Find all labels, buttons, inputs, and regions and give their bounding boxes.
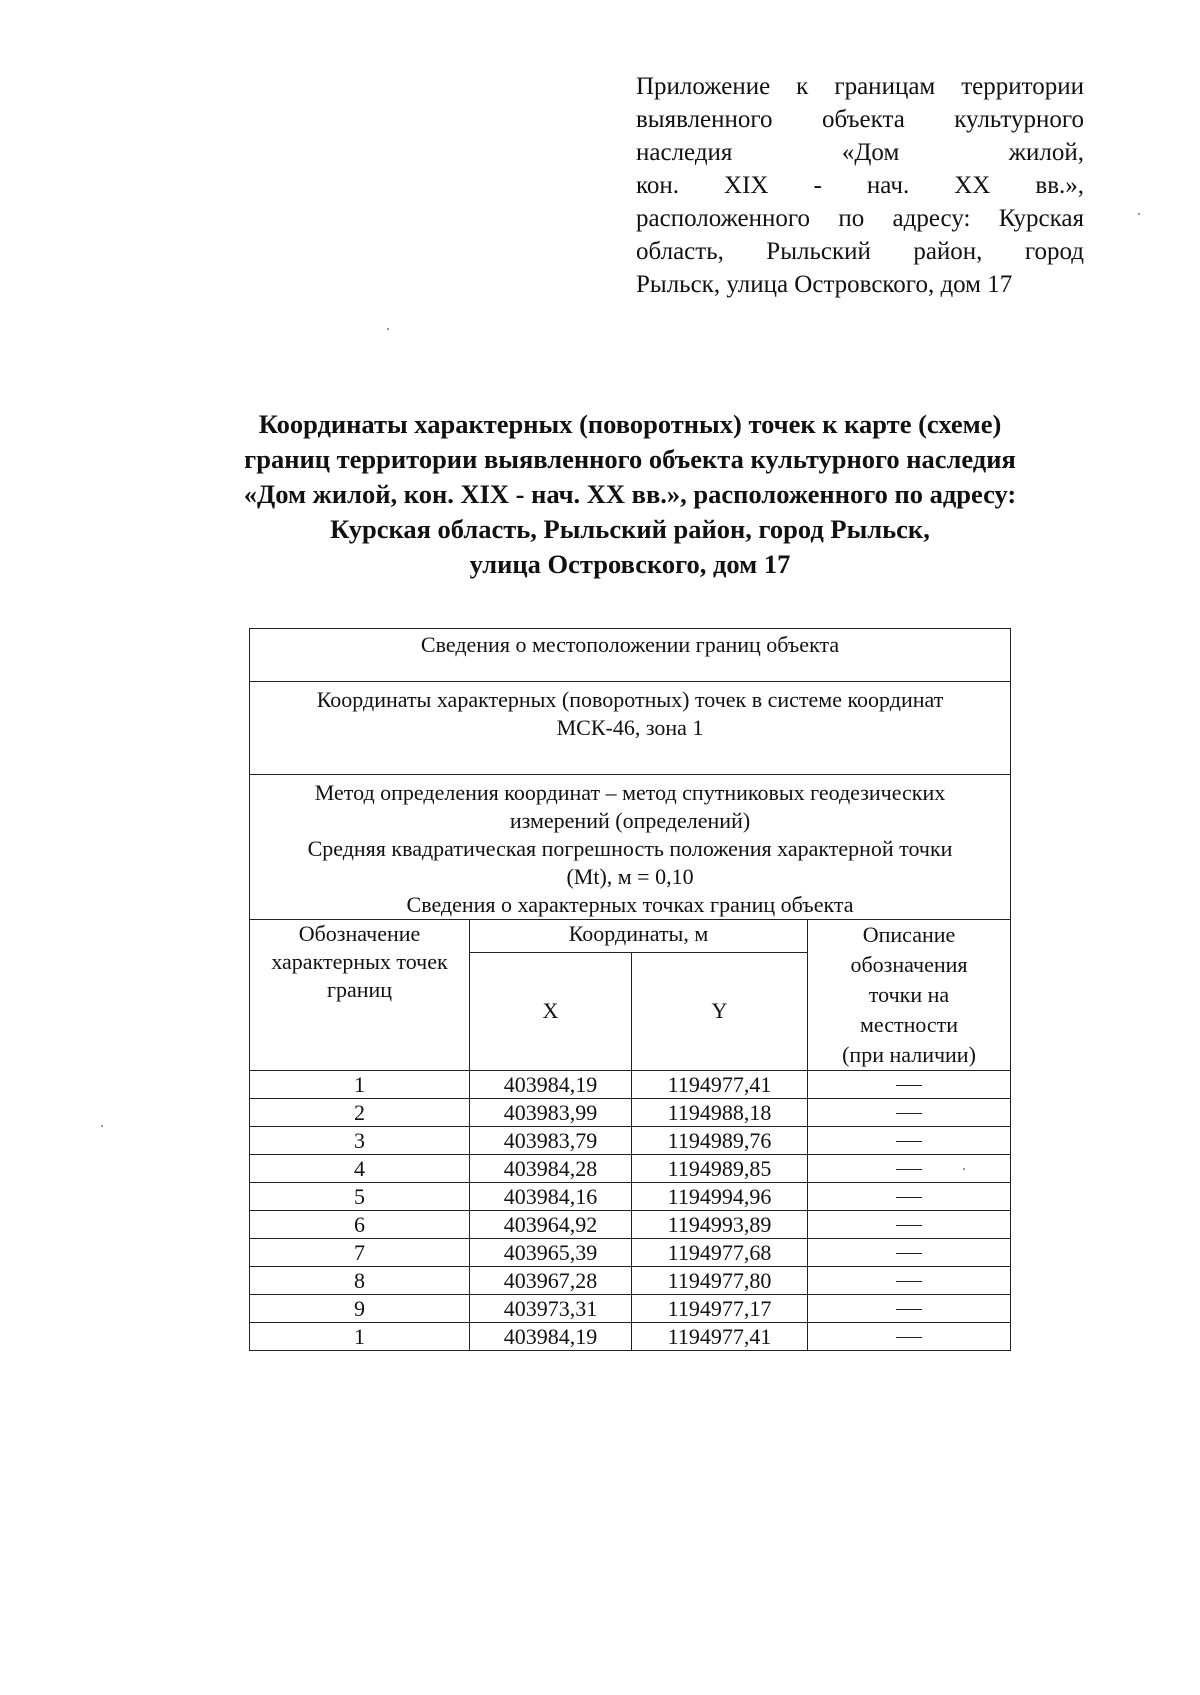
appendix-line: кон. XIX - нач. XX вв.»,: [636, 172, 1084, 199]
y-cell: 1194989,76: [632, 1127, 808, 1155]
point-cell: 8: [250, 1267, 470, 1295]
title-line: «Дом жилой, кон. XIX - нач. XX вв.», расположенного по адресу:: [243, 479, 1017, 509]
description-cell: [808, 1295, 1011, 1323]
table-row: [250, 1099, 1011, 1127]
appendix-note: [636, 70, 1084, 301]
description-cell: [808, 1211, 1011, 1239]
title-line: Курская область, Рыльский район, город Рыльск,: [330, 514, 930, 544]
table-row: [250, 1071, 1011, 1099]
appendix-line: расположенного по адресу: Курская: [636, 205, 1084, 232]
appendix-line: Приложение к границам территории: [636, 73, 1084, 100]
dash-mark: [896, 1197, 922, 1198]
point-cell: 7: [250, 1239, 470, 1267]
x-cell: 403984,19: [470, 1071, 632, 1099]
description-cell: [808, 1155, 1011, 1183]
description-cell: [808, 1099, 1011, 1127]
y-cell: 1194977,68: [632, 1239, 808, 1267]
title-line: Координаты характерных (поворотных) точек к карте (схеме): [258, 409, 1002, 439]
description-cell: [808, 1183, 1011, 1211]
appendix-line: выявленного объекта культурного: [636, 106, 1084, 133]
x-cell: 403983,99: [470, 1099, 632, 1127]
section-text-line: измерений (определений): [509, 808, 751, 833]
dash-mark: [896, 1253, 922, 1254]
header-x: X: [470, 952, 632, 1070]
x-cell: 403965,39: [470, 1239, 632, 1267]
header-coordinates: Координаты, м: [470, 920, 808, 953]
table-row: [250, 1211, 1011, 1239]
description-cell: [808, 1127, 1011, 1155]
point-cell: 2: [250, 1099, 470, 1127]
x-cell: 403967,28: [470, 1267, 632, 1295]
dash-mark: [896, 1141, 922, 1142]
point-cell: 6: [250, 1211, 470, 1239]
x-cell: 403984,19: [470, 1323, 632, 1351]
scan-speck: [101, 1125, 103, 1127]
table-row: [250, 1323, 1011, 1351]
section-boundary-info: Сведения о местоположении границ объекта: [250, 629, 1011, 682]
y-cell: 1194993,89: [632, 1211, 808, 1239]
dash-mark: [896, 1225, 922, 1226]
section-text-line: Сведения о характерных точках границ объекта: [406, 892, 854, 917]
section-text-line: Метод определения координат – метод спутниковых геодезических: [314, 780, 946, 805]
point-cell: 5: [250, 1183, 470, 1211]
scan-speck: [1138, 213, 1140, 215]
dash-mark: [896, 1169, 922, 1170]
header-text-line: Описание: [862, 922, 956, 947]
point-cell: 4: [250, 1155, 470, 1183]
dash-mark: [896, 1281, 922, 1282]
x-cell: 403983,79: [470, 1127, 632, 1155]
section-text-line: Средняя квадратическая погрешность положения характерной точки: [307, 836, 953, 861]
table-row: [250, 1267, 1011, 1295]
header-y: Y: [632, 952, 808, 1070]
header-text-line: местности: [859, 1012, 959, 1037]
point-cell: 9: [250, 1295, 470, 1323]
coordinates-table: [249, 628, 1011, 1351]
section-text-line: (Mt), м = 0,10: [566, 864, 694, 889]
x-cell: 403984,28: [470, 1155, 632, 1183]
dash-mark: [896, 1113, 922, 1114]
header-text-line: границ: [326, 977, 393, 1002]
header-text-line: (при наличии): [842, 1042, 976, 1067]
x-cell: 403973,31: [470, 1295, 632, 1323]
header-text-line: характерных точек: [271, 949, 448, 974]
header-description: [808, 920, 1011, 1071]
dash-mark: [896, 1085, 922, 1086]
description-cell: [808, 1323, 1011, 1351]
table-row: [250, 1295, 1011, 1323]
title-line: улица Островского, дом 17: [469, 549, 791, 579]
section-text-line: Координаты характерных (поворотных) точек в системе координат: [316, 687, 944, 712]
x-cell: 403984,16: [470, 1183, 632, 1211]
header-text-line: точки на: [868, 982, 950, 1007]
dash-mark: [896, 1337, 922, 1338]
table-row: [250, 1127, 1011, 1155]
section-method: [250, 775, 1011, 920]
y-cell: 1194988,18: [632, 1099, 808, 1127]
y-cell: 1194977,41: [632, 1323, 808, 1351]
point-cell: 3: [250, 1127, 470, 1155]
section-coordinate-system: [250, 682, 1011, 775]
y-cell: 1194989,85: [632, 1155, 808, 1183]
header-text-line: Обозначение: [298, 921, 421, 946]
appendix-line: наследия «Дом жилой,: [636, 139, 1084, 166]
description-cell: [808, 1239, 1011, 1267]
y-cell: 1194977,80: [632, 1267, 808, 1295]
document-title: [120, 407, 1140, 582]
y-cell: 1194977,41: [632, 1071, 808, 1099]
x-cell: 403964,92: [470, 1211, 632, 1239]
y-cell: 1194977,17: [632, 1295, 808, 1323]
appendix-line: область, Рыльский район, город: [636, 238, 1084, 265]
scan-speck: [963, 1168, 965, 1170]
header-point-label: [250, 920, 470, 1071]
title-line: границ территории выявленного объекта культурного наследия: [244, 444, 1016, 474]
y-cell: 1194994,96: [632, 1183, 808, 1211]
point-cell: 1: [250, 1071, 470, 1099]
description-cell: [808, 1267, 1011, 1295]
table-row: [250, 1155, 1011, 1183]
table-row: [250, 1183, 1011, 1211]
appendix-line: Рыльск, улица Островского, дом 17: [636, 271, 1013, 298]
scan-speck: [387, 328, 389, 330]
point-cell: 1: [250, 1323, 470, 1351]
section-text-line: МСК-46, зона 1: [556, 715, 704, 740]
table-row: [250, 1239, 1011, 1267]
description-cell: [808, 1071, 1011, 1099]
dash-mark: [896, 1309, 922, 1310]
header-text-line: обозначения: [850, 952, 968, 977]
